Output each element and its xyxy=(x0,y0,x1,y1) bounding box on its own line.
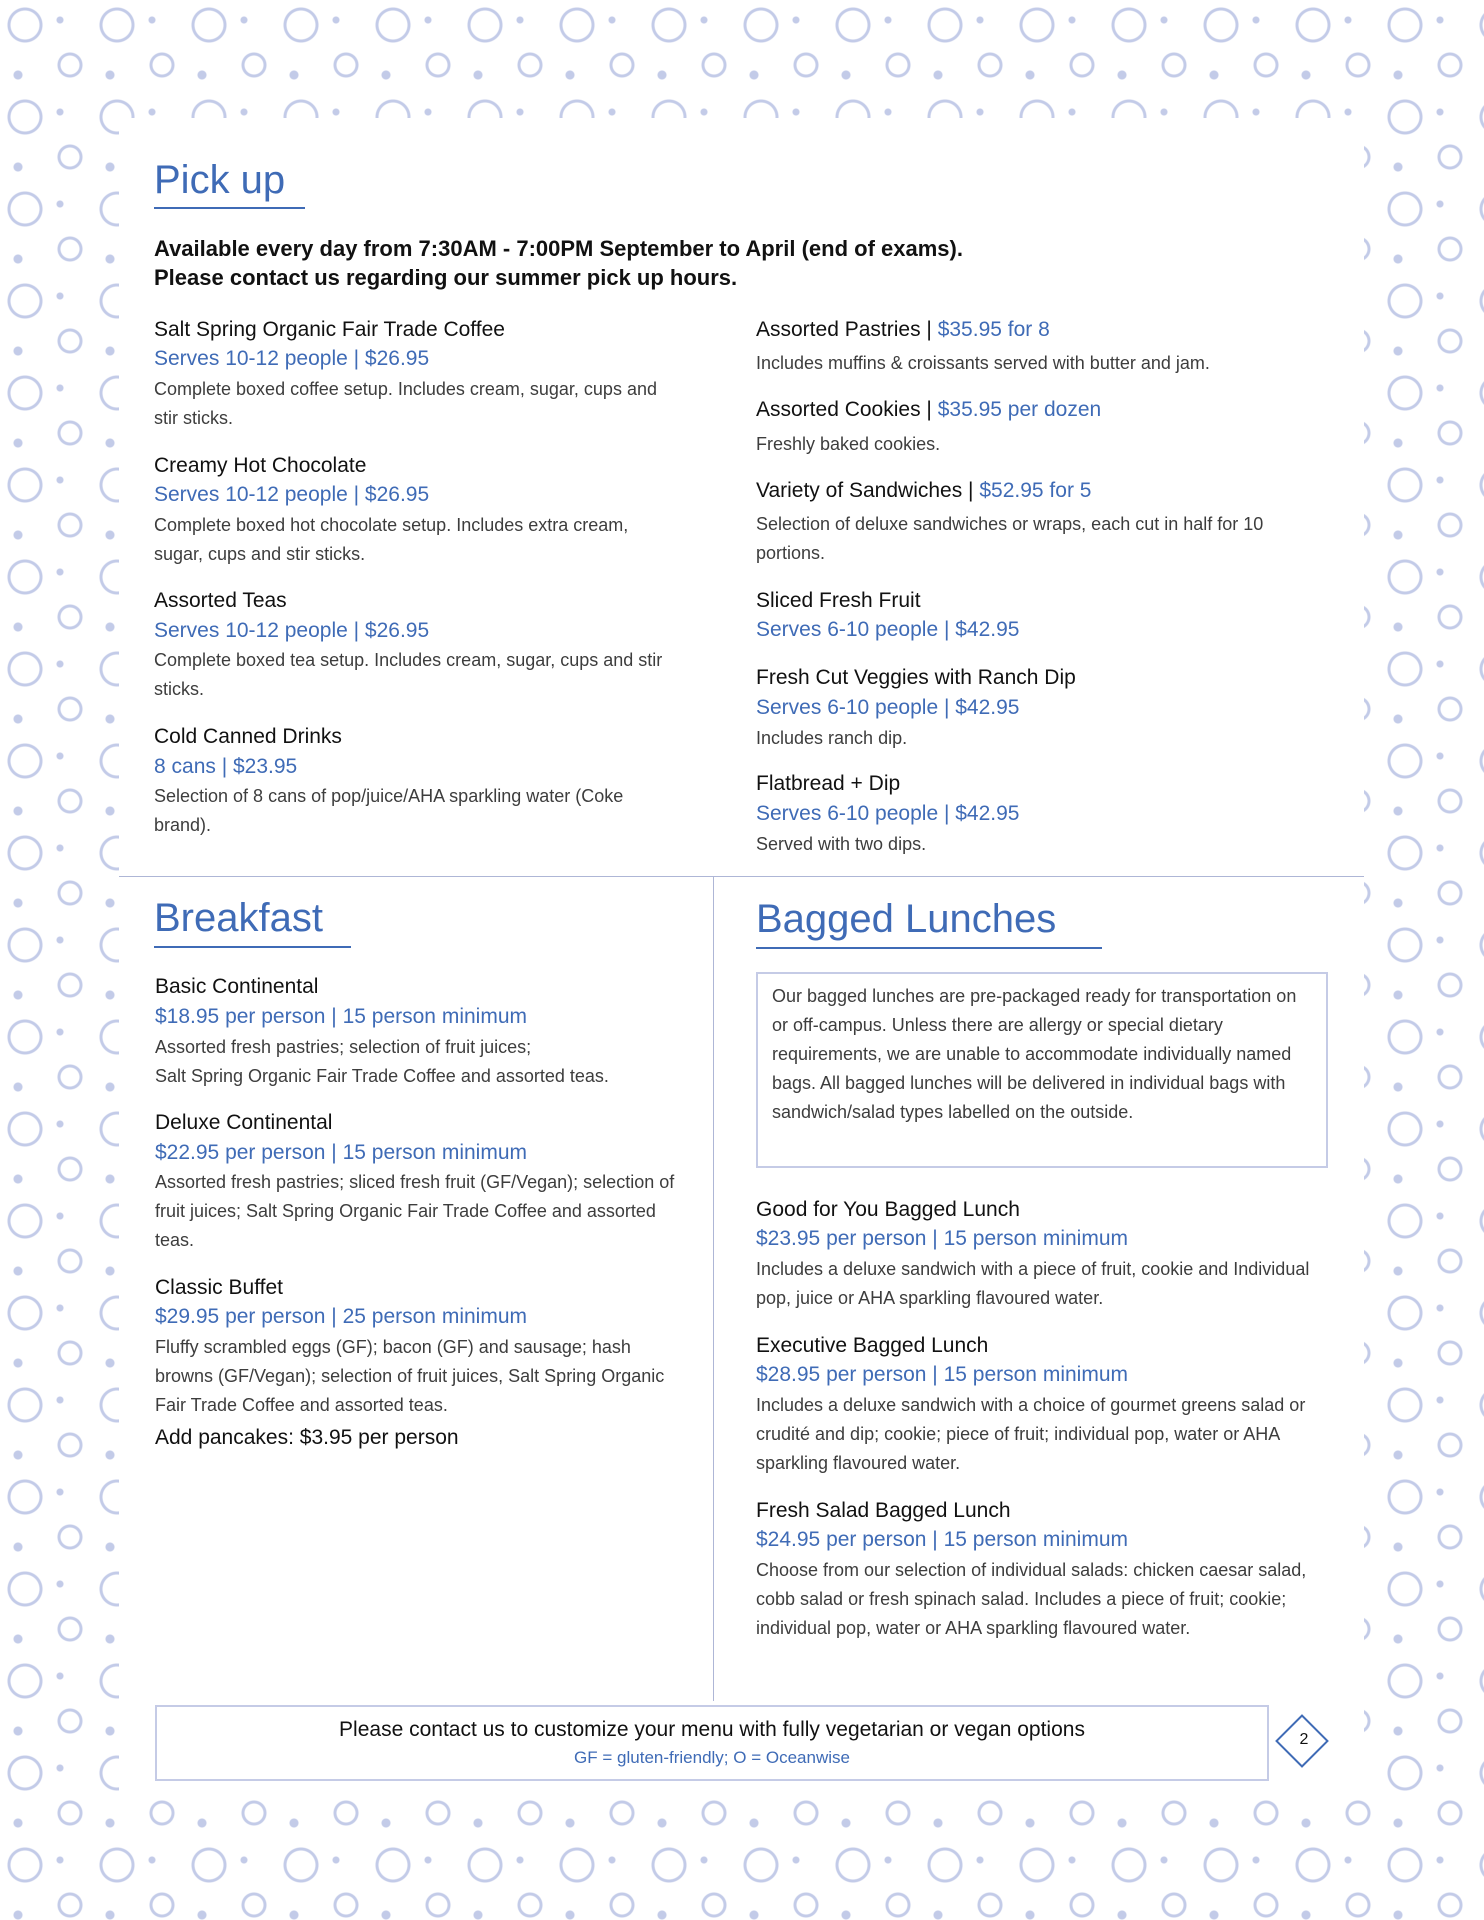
item-title: Good for You Bagged Lunch xyxy=(756,1198,1020,1221)
item-title: Classic Buffet xyxy=(155,1276,283,1299)
item-title: Sliced Fresh Fruit xyxy=(756,589,921,612)
item-price: $35.95 for 8 xyxy=(937,318,1050,341)
item-price: Serves 10-12 people | $26.95 xyxy=(154,347,430,370)
section-divider-horizontal xyxy=(119,876,1364,877)
item-price: $23.95 per person | 15 person minimum xyxy=(756,1227,1128,1250)
item-title: Executive Bagged Lunch xyxy=(756,1334,989,1357)
item-title: Assorted Teas xyxy=(154,589,287,612)
pickup-hours: Available every day from 7:30AM - 7:00PM September to April (end of exams). xyxy=(154,236,963,261)
item-title: Creamy Hot Chocolate xyxy=(154,454,367,477)
item-title: Fresh Cut Veggies with Ranch Dip xyxy=(756,666,1076,689)
item-description: Assorted fresh pastries; selection of fruit juices; xyxy=(155,1037,532,1057)
bagged-lunches-info-text: Our bagged lunches are pre-packaged ready for transportation on or off-campus. Unless there are allergy or special dietary requirements, we are unable to accommodate individually named bags. All bagged lunches will be delivered in individual bags with sandwich/salad types labelled on the outside. xyxy=(772,986,1297,1122)
item-price: 8 cans | $23.95 xyxy=(154,755,298,778)
pickup-heading-underline xyxy=(154,207,305,209)
breakfast-heading-underline xyxy=(154,946,351,948)
item-price: $22.95 per person | 15 person minimum xyxy=(155,1141,527,1164)
item-description: Complete boxed tea setup. Includes cream, sugar, cups and stir sticks. xyxy=(154,650,663,699)
item-description: Served with two dips. xyxy=(756,834,927,854)
page-number: 2 xyxy=(1299,1731,1309,1748)
item-description: Salt Spring Organic Fair Trade Coffee and assorted teas. xyxy=(155,1066,609,1086)
item-price: $29.95 per person | 25 person minimum xyxy=(155,1305,527,1328)
section-divider-vertical xyxy=(713,877,714,1701)
item-title: Flatbread + Dip xyxy=(756,772,901,795)
breakfast-heading: Breakfast xyxy=(154,896,323,940)
dietary-legend: GF = gluten-friendly; O = Oceanwise xyxy=(574,1748,850,1767)
pickup-heading: Pick up xyxy=(154,158,286,202)
item-description: Choose from our selection of individual salads: chicken caesar salad, cobb salad or fresh spinach salad. Includes a piece of fruit; cookie; individual pop, water or AHA sparkling flavoured water. xyxy=(756,1560,1307,1638)
item-description: Includes ranch dip. xyxy=(756,728,908,748)
item-description: Includes a deluxe sandwich with a choice of gourmet greens salad or crudité and dip; cookie; piece of fruit; individual pop, water or AHA sparkling flavoured water. xyxy=(756,1395,1306,1473)
item-price: Serves 6-10 people | $42.95 xyxy=(756,696,1020,719)
item-title: Assorted Pastries | $35.95 for 8 xyxy=(756,318,1050,341)
item-description: Fluffy scrambled eggs (GF); bacon (GF) and sausage; hash browns (GF/Vegan); selection of fruit juices, Salt Spring Organic Fair Trade Coffee and assorted teas. xyxy=(155,1337,665,1415)
item-description: Includes muffins & croissants served with butter and jam. xyxy=(756,353,1210,373)
bagged-lunches-heading: Bagged Lunches xyxy=(756,897,1057,941)
item-title: Fresh Salad Bagged Lunch xyxy=(756,1499,1011,1522)
item-price: $35.95 per dozen xyxy=(937,398,1102,421)
item-description: Complete boxed coffee setup. Includes cream, sugar, cups and stir sticks. xyxy=(154,379,657,428)
bagged-lunches-info-box xyxy=(756,972,1328,1168)
item-description: Freshly baked cookies. xyxy=(756,434,941,454)
item-description: Includes a deluxe sandwich with a piece of fruit, cookie and Individual pop, juice or AHA sparkling flavoured water. xyxy=(756,1259,1310,1308)
add-pancakes-note: Add pancakes: $3.95 per person xyxy=(155,1426,459,1449)
bagged-lunches-heading-underline xyxy=(756,947,1102,949)
item-description: Complete boxed hot chocolate setup. Includes extra cream, sugar, cups and stir sticks. xyxy=(154,515,629,564)
customize-menu-note: Please contact us to customize your menu with fully vegetarian or vegan options xyxy=(339,1718,1085,1741)
item-description: Assorted fresh pastries; sliced fresh fruit (GF/Vegan); selection of fruit juices; Salt Spring Organic Fair Trade Coffee and assorted teas. xyxy=(155,1172,675,1250)
item-title: Cold Canned Drinks xyxy=(154,725,342,748)
item-price: Serves 6-10 people | $42.95 xyxy=(756,802,1020,825)
footer-note-box xyxy=(155,1705,1269,1781)
item-title: Salt Spring Organic Fair Trade Coffee xyxy=(154,318,505,341)
item-title: Variety of Sandwiches | $52.95 for 5 xyxy=(756,479,1092,502)
pickup-summer-note: Please contact us regarding our summer pick up hours. xyxy=(154,265,738,290)
item-title: Deluxe Continental xyxy=(155,1111,333,1134)
item-price: $18.95 per person | 15 person minimum xyxy=(155,1005,527,1028)
item-price: $52.95 for 5 xyxy=(979,479,1092,502)
item-price: Serves 6-10 people | $42.95 xyxy=(756,618,1020,641)
item-price: $24.95 per person | 15 person minimum xyxy=(756,1528,1128,1551)
item-price: $28.95 per person | 15 person minimum xyxy=(756,1363,1128,1386)
item-description: Selection of deluxe sandwiches or wraps, each cut in half for 10 portions. xyxy=(756,514,1264,563)
item-price: Serves 10-12 people | $26.95 xyxy=(154,483,430,506)
item-price: Serves 10-12 people | $26.95 xyxy=(154,619,430,642)
item-title: Assorted Cookies | $35.95 per dozen xyxy=(756,398,1102,421)
item-description: Selection of 8 cans of pop/juice/AHA sparkling water (Coke brand). xyxy=(154,786,624,835)
item-title: Basic Continental xyxy=(155,975,319,998)
